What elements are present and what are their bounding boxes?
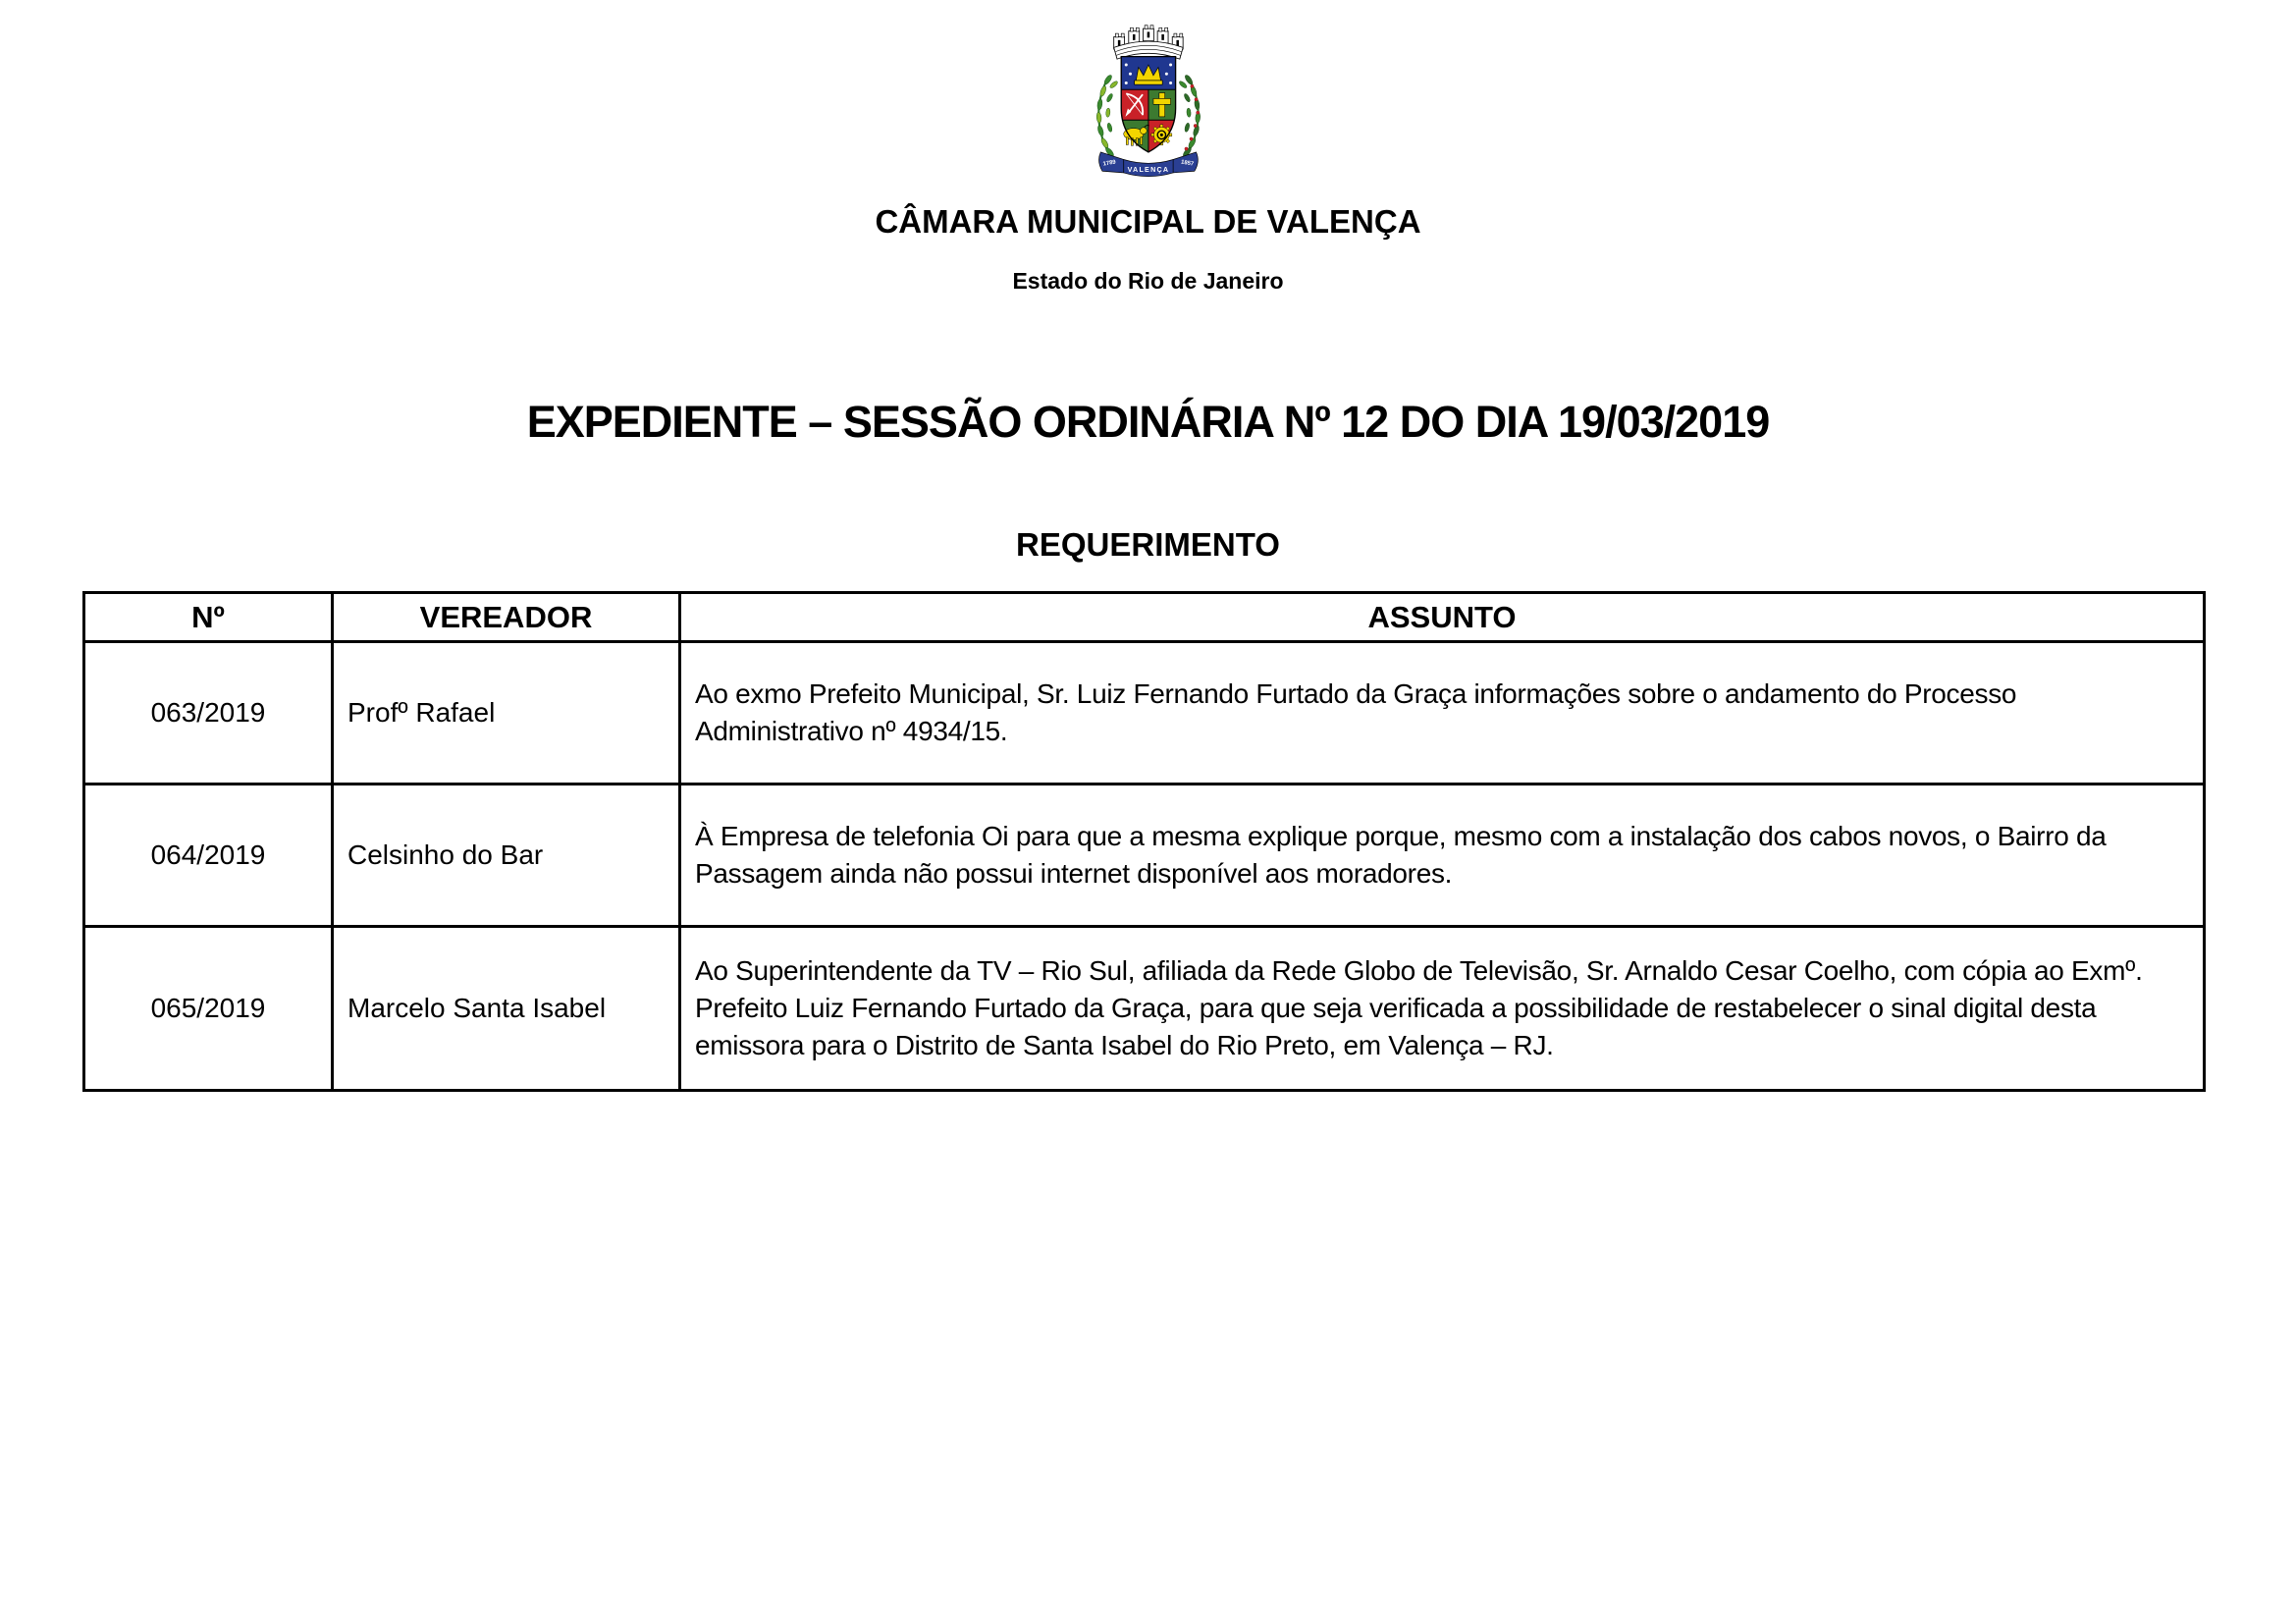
org-subtitle: Estado do Rio de Janeiro (1012, 268, 1284, 294)
valenca-coat-of-arms-icon (1087, 14, 1210, 183)
right-branch (1178, 74, 1201, 157)
table-row (84, 785, 2205, 927)
mural-crown (1113, 26, 1182, 59)
cell-numero: 064/2019 (84, 785, 333, 927)
ribbon-city-name: VALENÇA (1127, 166, 1169, 175)
table-row (84, 927, 2205, 1091)
col-header-assunto: ASSUNTO (680, 593, 2205, 642)
ribbon-year-left: 1789 (1101, 159, 1116, 168)
table-header-row (84, 593, 2205, 642)
cell-vereador: Marcelo Santa Isabel (333, 927, 680, 1091)
section-title: REQUERIMENTO (1016, 526, 1280, 563)
requerimento-table (82, 591, 2206, 1092)
col-header-vereador: VEREADOR (333, 593, 680, 642)
shield (1121, 57, 1175, 153)
col-header-numero: Nº (84, 593, 333, 642)
cell-assunto: À Empresa de telefonia Oi para que a mesma explique porque, mesmo com a instalação dos cabos novos, o Bairro da Passagem ainda não possui internet disponível aos moradores. (680, 785, 2205, 927)
table-row (84, 642, 2205, 785)
org-name: CÂMARA MUNICIPAL DE VALENÇA (875, 203, 1421, 240)
document-title: EXPEDIENTE – SESSÃO ORDINÁRIA Nº 12 DO DIA 19/03/2019 (526, 397, 1770, 447)
cell-numero: 065/2019 (84, 927, 333, 1091)
cell-vereador: Profº Rafael (333, 642, 680, 785)
cell-vereador: Celsinho do Bar (333, 785, 680, 927)
coat-of-arms-svg (1087, 14, 1210, 183)
cell-assunto: Ao Superintendente da TV – Rio Sul, afiliada da Rede Globo de Televisão, Sr. Arnaldo Cesar Coelho, com cópia ao Exmº. Prefeito Luiz Fernando Furtado da Graça, para que seja verificada a possibilidade de restabelecer o sinal digital desta emissora para o Distrito de Santa Isabel do Rio Preto, em Valença – RJ. (680, 927, 2205, 1091)
ribbon-year-right: 1857 (1180, 159, 1195, 168)
cell-assunto: Ao exmo Prefeito Municipal, Sr. Luiz Fernando Furtado da Graça informações sobre o andamento do Processo Administrativo nº 4934/15. (680, 642, 2205, 785)
left-branch (1095, 74, 1118, 157)
cell-numero: 063/2019 (84, 642, 333, 785)
document-header (0, 0, 2296, 295)
